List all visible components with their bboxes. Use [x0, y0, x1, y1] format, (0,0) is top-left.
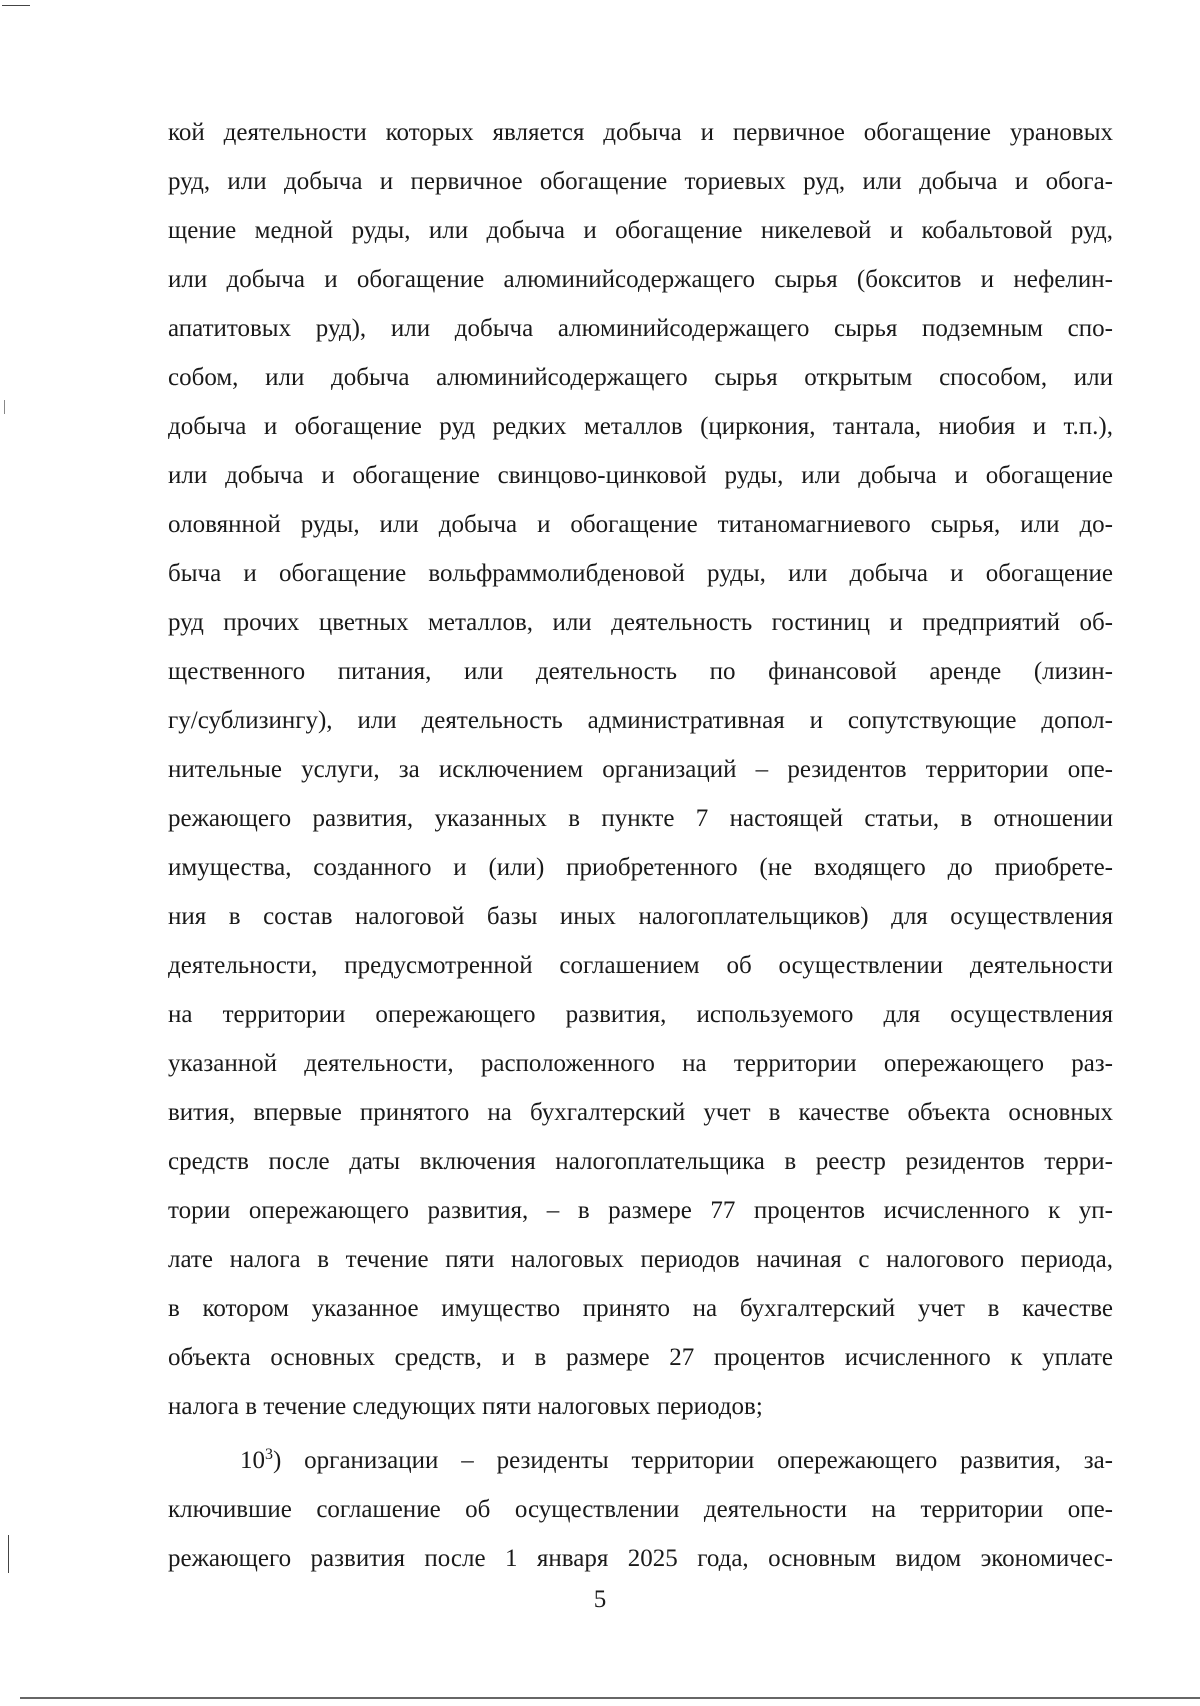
text-line: режающего развития после 1 января 2025 года, основным видом экономичес-: [168, 1545, 1113, 1572]
text-line: ния в состав налоговой базы иных налогоплательщиков) для осуществления: [168, 903, 1113, 930]
page-number: 5: [593, 1586, 607, 1613]
text-line: вития, впервые принятого на бухгалтерский учет в качестве объекта основных: [168, 1099, 1113, 1126]
text-line: собом, или добыча алюминийсодержащего сырья открытым способом, или: [168, 364, 1113, 391]
text-line: указанной деятельности, расположенного на территории опережающего раз-: [168, 1050, 1113, 1077]
text-line: оловянной руды, или добыча и обогащение титаномагниевого сырья, или до-: [168, 511, 1113, 538]
scan-artifact: [8, 1535, 9, 1573]
scan-artifact: [2, 5, 30, 6]
text-line: гу/сублизингу), или деятельность административная и сопутствующие допол-: [168, 707, 1113, 734]
item-superscript: 3: [265, 1446, 273, 1463]
text-line: добыча и обогащение руд редких металлов (циркония, тантала, ниобия и т.п.),: [168, 413, 1113, 440]
item-number: 10: [240, 1447, 265, 1474]
text-line: в котором указанное имущество принято на бухгалтерский учет в качестве: [168, 1295, 1113, 1322]
text-line: ключившие соглашение об осуществлении деятельности на территории опе-: [168, 1496, 1113, 1523]
text-line: или добыча и обогащение свинцово-цинковой руды, или добыча и обогащение: [168, 462, 1113, 489]
text-line: на территории опережающего развития, используемого для осуществления: [168, 1001, 1113, 1028]
text-line: быча и обогащение вольфраммолибденовой руды, или добыча и обогащение: [168, 560, 1113, 587]
scan-artifact: [20, 1697, 1200, 1699]
text-line: объекта основных средств, и в размере 27 процентов исчисленного к уплате: [168, 1344, 1113, 1371]
scan-artifact: [4, 400, 5, 414]
text-line: налога в течение следующих пяти налоговых периодов;: [168, 1393, 763, 1420]
text-line: кой деятельности которых является добыча и первичное обогащение урановых: [168, 119, 1113, 146]
text-line: средств после даты включения налогоплательщика в реестр резидентов терри-: [168, 1148, 1113, 1175]
text-line: щественного питания, или деятельность по финансовой аренде (лизин-: [168, 658, 1113, 685]
text-line: щение медной руды, или добыча и обогащение никелевой и кобальтовой руд,: [168, 217, 1113, 244]
text-line: лате налога в течение пяти налоговых периодов начиная с налогового периода,: [168, 1246, 1113, 1273]
text-line: имущества, созданного и (или) приобретенного (не входящего до приобрете-: [168, 854, 1113, 881]
text-line: нительные услуги, за исключением организаций – резидентов территории опе-: [168, 756, 1113, 783]
text-line: или добыча и обогащение алюминийсодержащего сырья (бокситов и нефелин-: [168, 266, 1113, 293]
text-line: режающего развития, указанных в пункте 7 настоящей статьи, в отношении: [168, 805, 1113, 832]
text-line: тории опережающего развития, – в размере 77 процентов исчисленного к уп-: [168, 1197, 1113, 1224]
text-line: руд, или добыча и первичное обогащение ториевых руд, или добыча и обога-: [168, 168, 1113, 195]
text-line: деятельности, предусмотренной соглашением об осуществлении деятельности: [168, 952, 1113, 979]
item-first-line: [240, 1446, 1113, 1476]
item-first-line-text: ) организации – резиденты территории опережающего развития, за-: [273, 1447, 1113, 1474]
text-line: руд прочих цветных металлов, или деятельность гостиниц и предприятий об-: [168, 609, 1113, 636]
text-line: апатитовых руд), или добыча алюминийсодержащего сырья подземным спо-: [168, 315, 1113, 342]
